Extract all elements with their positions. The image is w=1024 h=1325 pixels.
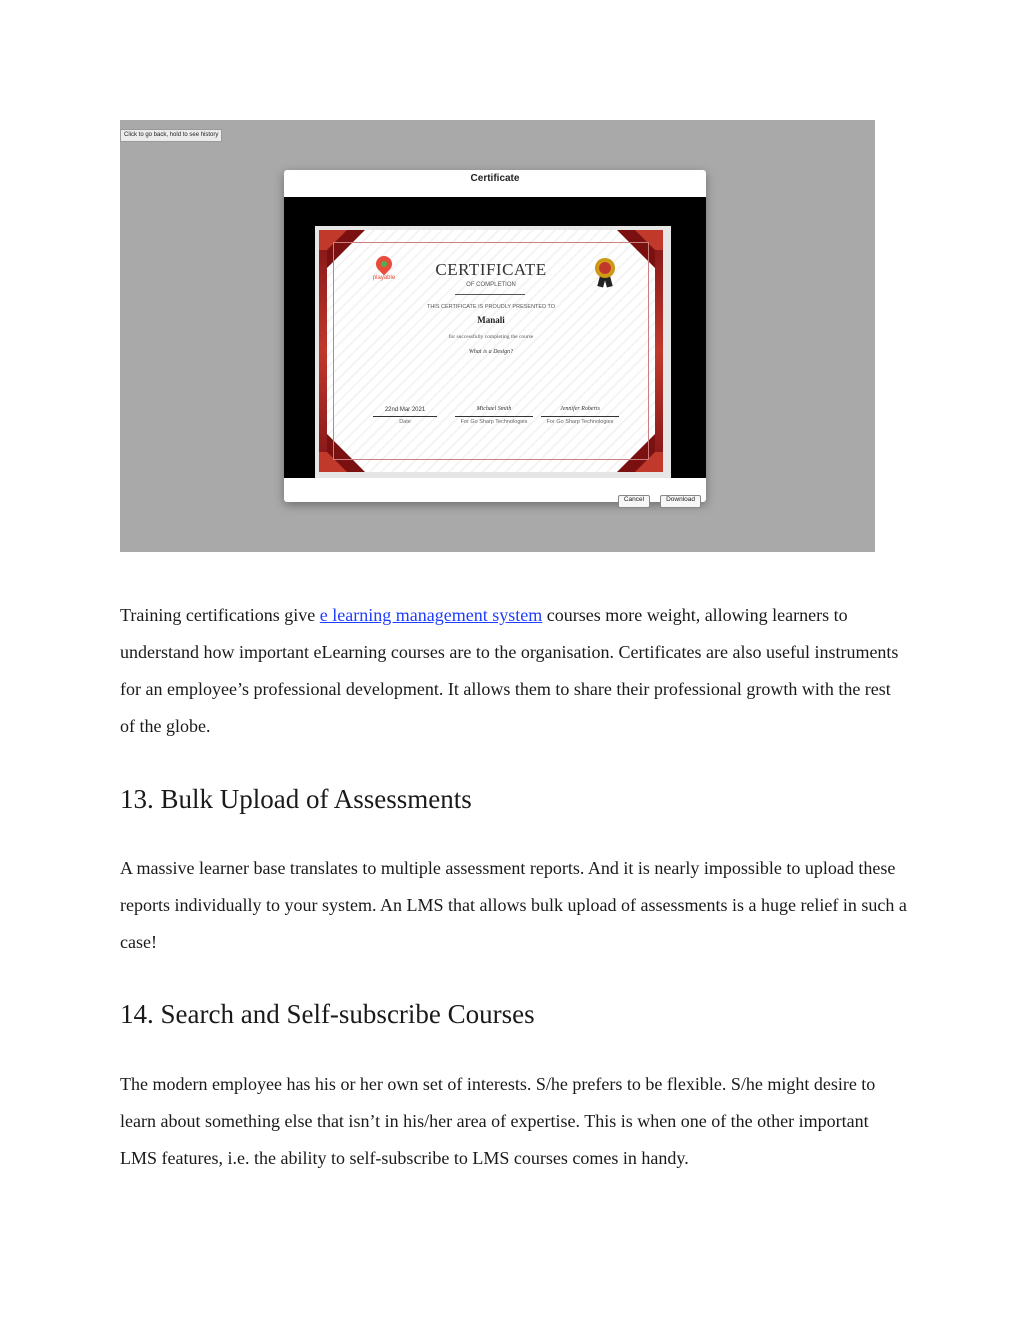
cancel-button[interactable]: Cancel bbox=[618, 495, 650, 508]
certificate-subtitle: OF COMPLETION bbox=[466, 282, 516, 288]
medal-disc bbox=[595, 258, 615, 278]
date-label: Date bbox=[399, 419, 411, 425]
certificate-screenshot bbox=[120, 120, 875, 552]
certificate bbox=[319, 230, 663, 472]
para1-before: Training certifications give bbox=[120, 605, 320, 625]
logo-text: playable bbox=[372, 275, 396, 281]
dialog-title: Certificate bbox=[470, 173, 520, 184]
certificate-title: CERTIFICATE bbox=[435, 260, 547, 279]
signature-line bbox=[455, 416, 533, 417]
completion-text: for successfully completing the course bbox=[448, 334, 534, 340]
dialog-buttons bbox=[612, 488, 701, 508]
signer-1-signature: Michael Smith bbox=[476, 406, 512, 412]
date-value: 22nd Mar 2021 bbox=[384, 407, 426, 413]
signature-block-1 bbox=[455, 406, 533, 425]
paragraph-bulk-upload: A massive learner base translates to multiple assessment reports. And it is nearly impossible to upload these reports individually to your system. An LMS that allows bulk upload of assessments is a huge relief in such a case! bbox=[120, 858, 907, 952]
signer-2-label: For Go Sharp Technologies bbox=[546, 419, 614, 425]
date-block bbox=[373, 406, 437, 425]
certificate-frame bbox=[315, 226, 671, 478]
recipient-name: Manali bbox=[477, 315, 505, 325]
para1-after: courses more weight, allowing learners to understand how important eLearning courses are to the organisation. Certificates are also useful instruments for an employee’s professional development. It allows them to share their professional growth with the rest of the globe. bbox=[120, 605, 899, 736]
signer-1-label: For Go Sharp Technologies bbox=[460, 419, 528, 425]
dialog-body bbox=[284, 197, 706, 478]
paragraph-certifications bbox=[120, 597, 910, 745]
download-button[interactable]: Download bbox=[660, 495, 701, 508]
certificate-dialog bbox=[284, 170, 706, 502]
paragraph-self-subscribe: The modern employee has his or her own set of interests. S/he prefers to be flexible. S/he might desire to learn about something else that isn’t in his/her area of expertise. This is when one of the other important LMS features, i.e. the ability to self-subscribe to LMS courses comes in handy. bbox=[120, 1074, 876, 1168]
back-history-tooltip: Click to go back, hold to see history bbox=[120, 129, 222, 142]
presented-text: THIS CERTIFICATE IS PROUDLY PRESENTED TO bbox=[426, 304, 556, 310]
heading-bulk-upload: 13. Bulk Upload of Assessments bbox=[120, 784, 472, 814]
signer-2-signature: Jennifer Roberts bbox=[560, 406, 600, 412]
signature-block-2 bbox=[541, 406, 619, 425]
heading-self-subscribe: 14. Search and Self-subscribe Courses bbox=[120, 999, 535, 1029]
divider bbox=[455, 294, 525, 295]
course-name: What is a Design? bbox=[468, 349, 514, 355]
elearning-lms-link[interactable]: e learning management system bbox=[319, 605, 543, 625]
signature-line bbox=[541, 416, 619, 417]
signature-line bbox=[373, 416, 437, 417]
